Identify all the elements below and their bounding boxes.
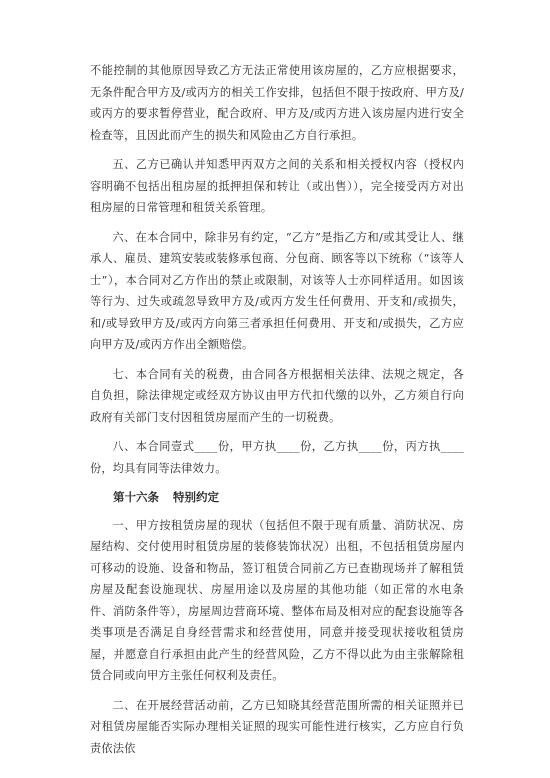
paragraph-special-clause-1: 一、甲方按租赁房屋的现状（包括但不限于现有质量、消防状况、房屋结构、交付使用时租赁房屋的装修装饰状况）出租，不包括租赁房屋内可移动的设施、设备和物品，签订租赁合同前乙方已查勘现场并了解租赁房屋及配套设施现状、房屋用途以及房屋的其他功能（如正常的水电条件、消防条件等），房屋周边营商环境、整体布局及相对应的配套设施等各类事项是否满足自身经营需求和经营使用，同意并接受现状接收租赁房屋，并愿意自行承担由此产生的经营风险，乙方不得以此为由主张解除租赁合同或向甲方主张任何权利及责任。 xyxy=(90,518,464,682)
paragraph-clause-5: 五、乙方已确认并知悉甲丙双方之间的关系和相关授权内容（授权内容明确不包括出租房屋的抵押担保和转让（或出售）），完全接受丙方对出租房屋的日常管理和租赁关系管理。 xyxy=(90,158,464,214)
section-heading-number: 第十六条 xyxy=(113,490,159,504)
paragraph-clause-7: 七、本合同有关的税费，由合同各方根据相关法律、法规之规定，各自负担，除法律规定或经双方协议由甲方代扣代缴的以外，乙方须自行向政府有关部门支付因租赁房屋而产生的一切税费。 xyxy=(90,367,464,424)
paragraph-clause-6: 六、在本合同中，除非另有约定，“乙方”是指乙方和/或其受让人、继承人、雇员、建筑安装或装修承包商、分包商、顾客等以下统称（“该等人士”），本合同对乙方作出的禁止或限制，对该等人士亦同样适用。如因该等行为、过失或疏忽导致甲方及/或丙方发生任何费用、开支和/或损失，和/或导致甲方及/或丙方向第三者承担任何费用、开支和/或损失，乙方应向甲方及/或丙方作出全额赔偿。 xyxy=(90,230,464,351)
paragraph-special-clause-2: 二、在开展经营活动前，乙方已知晓其经营范围所需的相关证照并已对租赁房屋能否实际办理相关证照的现实可能性进行核实，乙方应自行负责依法依 xyxy=(90,698,464,755)
section-heading-article-16 xyxy=(90,487,464,509)
paragraph-clause-8: 八、本合同壹式____份，甲方执____份，乙方执____份，丙方执____份，均具有同等法律效力。 xyxy=(90,440,464,475)
paragraph-force-majeure-continuation: 不能控制的其他原因导致乙方无法正常使用该房屋的，乙方应根据要求，无条件配合甲方及/或丙方的相关工作安排，包括但不限于按政府、甲方及/或丙方的要求暂停营业，配合政府、甲方及/或丙方进入该房屋内进行安全检查等，且因此而产生的损失和风险由乙方自行承担。 xyxy=(90,64,464,142)
section-heading-title: 特别约定 xyxy=(173,490,219,504)
